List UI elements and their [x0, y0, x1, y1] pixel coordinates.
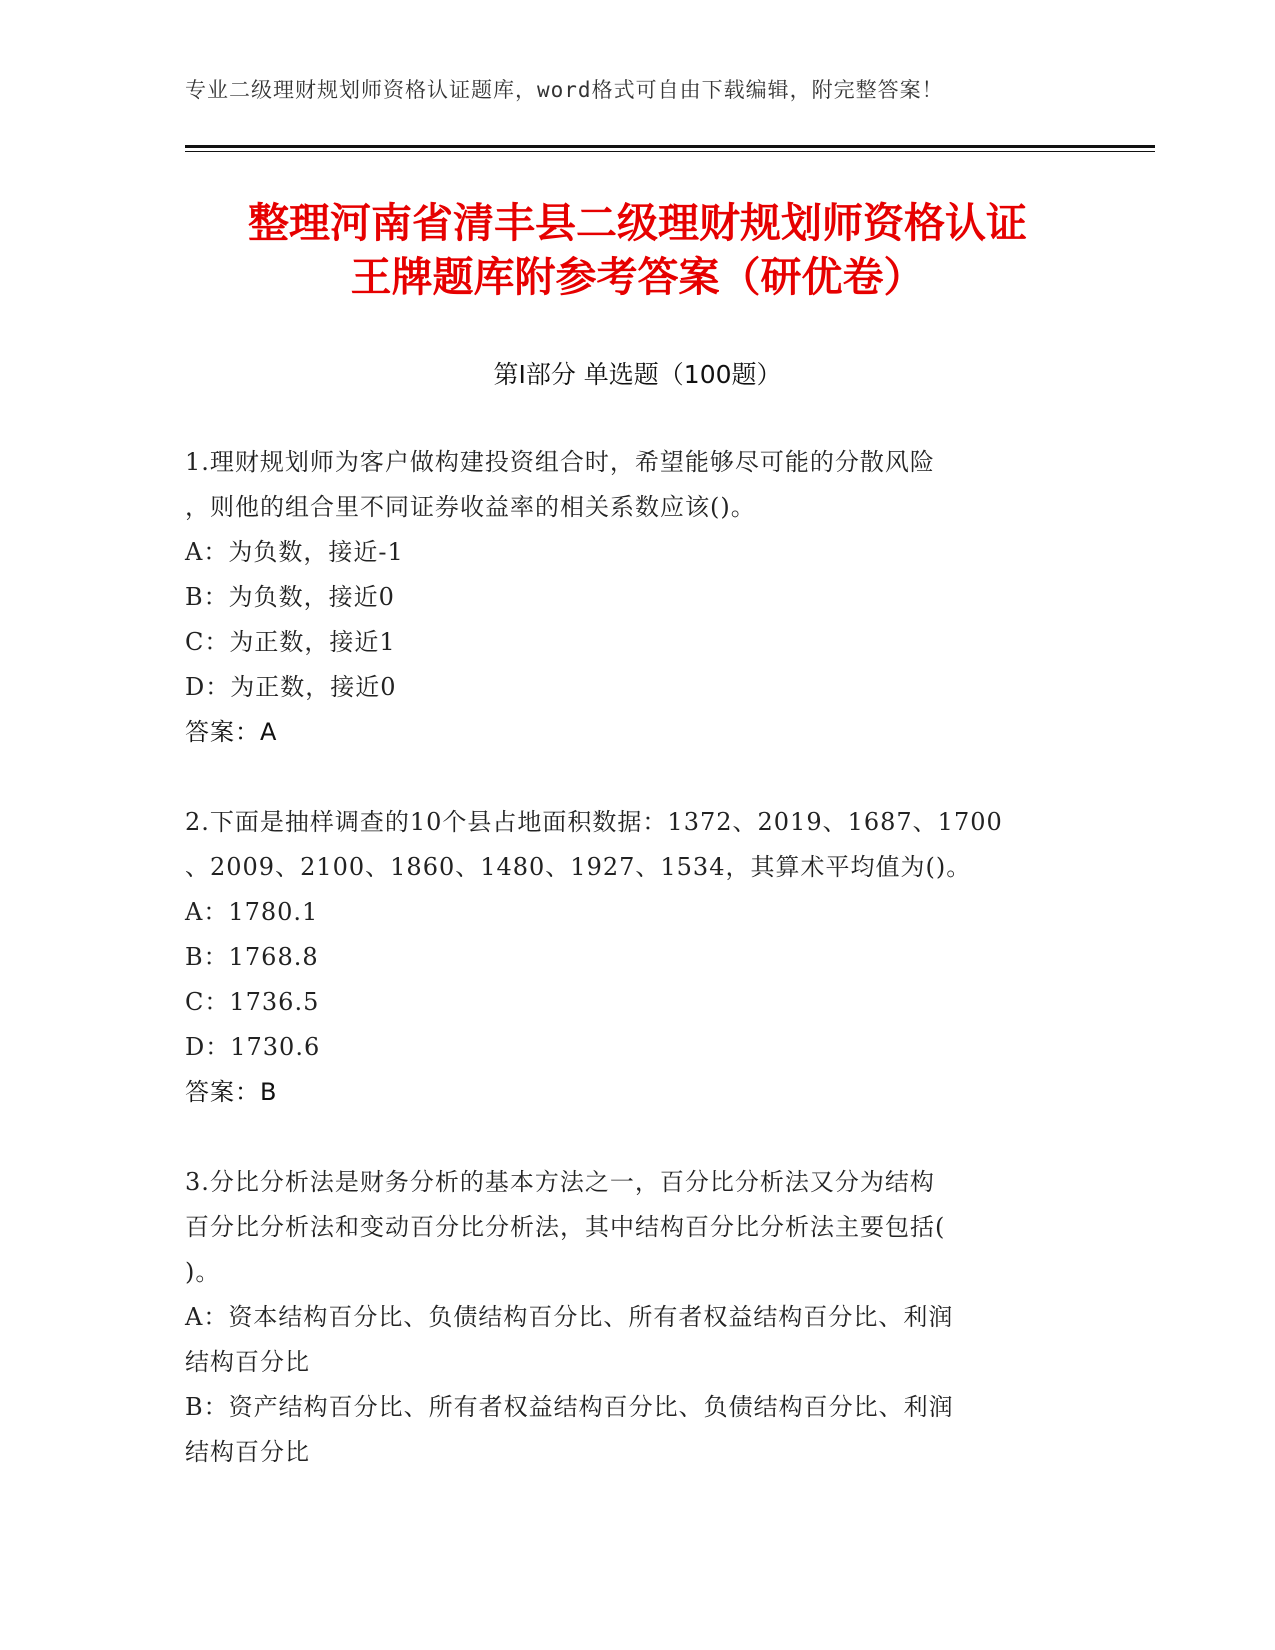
option-a: A：为负数，接近-1	[185, 538, 404, 566]
question-1	[185, 440, 1085, 755]
header-rule-thick	[185, 145, 1155, 148]
option-a-continued: 结构百分比	[185, 1348, 310, 1376]
option-b-continued: 结构百分比	[185, 1438, 310, 1466]
document-title-line-2: 王牌题库附参考答案（研优卷）	[350, 253, 925, 301]
answer-label: 答案：B	[185, 1078, 278, 1106]
question-text-line: 3.分比分析法是财务分析的基本方法之一，百分比分析法又分为结构	[185, 1168, 935, 1196]
answer-label: 答案：A	[185, 718, 278, 746]
option-b: B：资产结构百分比、所有者权益结构百分比、负债结构百分比、利润	[185, 1393, 954, 1421]
question-text-line: ，则他的组合里不同证券收益率的相关系数应该()。	[185, 493, 756, 521]
document-title	[140, 196, 1135, 304]
option-d: D：1730.6	[185, 1033, 321, 1061]
header-banner: 专业二级理财规划师资格认证题库，word格式可自由下载编辑，附完整答案！	[185, 78, 944, 102]
section-title: 第Ⅰ部分 单选题（100题）	[493, 360, 782, 389]
option-a: A：1780.1	[185, 898, 319, 926]
option-b: B：1768.8	[185, 943, 319, 971]
option-d: D：为正数，接近0	[185, 673, 397, 701]
question-text-line: 、2009、2100、1860、1480、1927、1534，其算术平均值为()。	[185, 853, 972, 881]
question-3	[185, 1160, 1085, 1475]
option-a: A：资本结构百分比、负债结构百分比、所有者权益结构百分比、利润	[185, 1303, 954, 1331]
document-title-line-1: 整理河南省清丰县二级理财规划师资格认证	[248, 199, 1027, 247]
header-rule-thin	[185, 151, 1155, 152]
question-2	[185, 800, 1085, 1115]
question-text-line: 1.理财规划师为客户做构建投资组合时，希望能够尽可能的分散风险	[185, 448, 935, 476]
question-list	[185, 440, 1085, 1520]
question-text-line: 百分比分析法和变动百分比分析法，其中结构百分比分析法主要包括(	[185, 1213, 946, 1241]
question-text-line: 2.下面是抽样调查的10个县占地面积数据：1372、2019、1687、1700	[185, 808, 1003, 836]
option-b: B：为负数，接近0	[185, 583, 395, 611]
option-c: C：为正数，接近1	[185, 628, 396, 656]
question-text-line: )。	[185, 1258, 221, 1286]
option-c: C：1736.5	[185, 988, 320, 1016]
